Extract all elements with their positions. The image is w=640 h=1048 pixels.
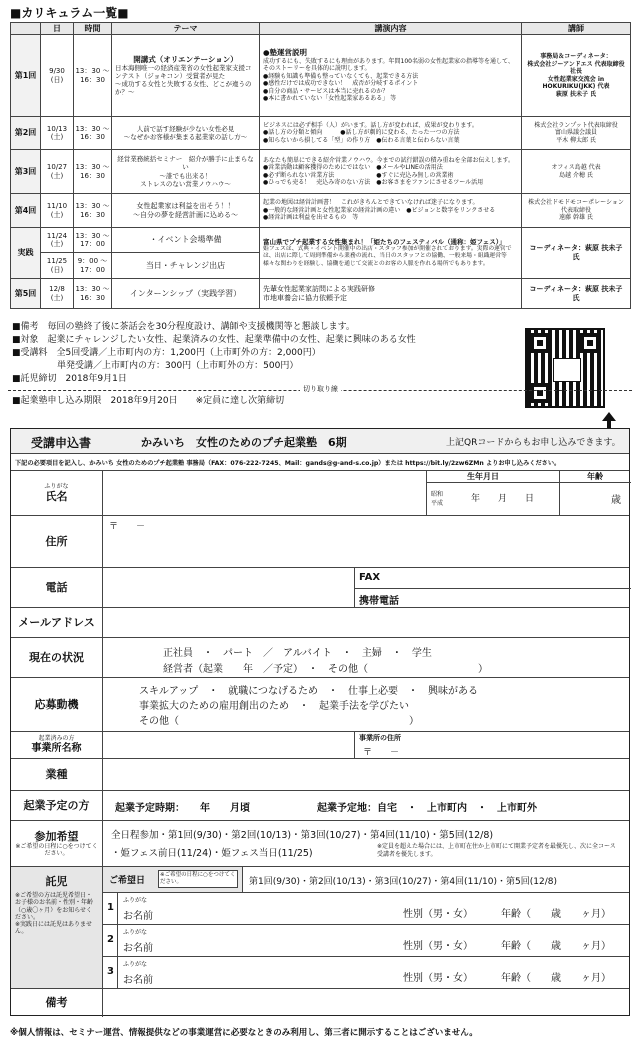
col-theme: テーマ (112, 23, 260, 35)
info-childcare-deadline: ■託児締切 2018年9月1日 (12, 374, 127, 384)
info-apply-deadline: ■起業塾申し込み期限 2018年9月20日 ※定員に達し次第締切 (12, 396, 285, 406)
label-remarks: 備考 (11, 989, 103, 1017)
motive-options-3[interactable]: その他（ ） (139, 716, 419, 727)
remarks-field[interactable] (103, 989, 629, 1017)
instruction-text: 下記の必要項目を記入し、かみいち 女性のためのプチ起業塾 事務局（FAX：076-222-7245、Mail：gands@g-and-s.co.jp）または https://bit.ly/2zw6ZMn よりお申し込みください。 (15, 460, 561, 467)
table-row: 第1回 9/30 (日) 13：30 ～ 16：30 開講式（オリエンテーション） 日本海側唯一の経済産業省の女性起業家支援コンテスト（ジョキコン）受賞者が見た ～成功する女性と失敗する女性、どこが違うのか？～ ●塾運営説明 成功するにも、失敗するにも理由があります。年間100名弱の女性起業家の指導等を通して、そのストーリーを具体的に説明します。 ●経験も知識も準備も整っていなくても、起業できる方法 ●感性だけでは成功できない！ 成否が分岐するポイント ●自分の商品・サービスは本当に売れるのか？ ●本に書かれていない「女性起業家あるある」 等 事務局＆コーディネータ： 株式会社ジーアンドエス 代表取締役社長 女性起業家交流会 in HOKURIKU(JKK) 代表 萩原 扶未子 氏 (11, 35, 631, 117)
application-form: 受講申込書 かみいち 女性のためのプチ起業塾 6期 上記QRコードからもお申し込みできます。 下記の必要項目を記入し、かみいち 女性のためのプチ起業塾 事務局（FAX：076-222-7245、Mail：gands@g-and-s.co.jp）または https://bit.ly/2zw6ZMn よりお申し込みください。 ふりがな 氏名 生年月日 年齢 昭和 平成 年 月 日 歳 住所 〒 － 電話 FAX 携帯電話 メールアドレス 現在の状況 正社員 ・ パート ／ アルバイト ・ 主婦 ・ 学生 経営者（起業 年 ／予定） ・ その他（ ） 応募動機 スキルアップ ・ 就職につなげるため ・ 仕事上必要 ・ 興味がある 事業拡大のための雇用創出のため ・ 起業手法を学びたい その他（ ） 起業済みの方 事業所名称 事業所の住所 〒 － 業種 起業予定の方 起業予定時期： 年 月頃 起業予定地：自宅 ・ 上市町内 ・ 上市町外 参加希望 ※ご希望の日程に○をつけてください。 全日程参加・第1回(9/30)・第2回(10/13)・第3回(10/27)・第4回(11/10)・第5回(12/8) ・姫フェス前日(11/24)・姫フェス当日(11/25) ※定員を超えた場合には、上市町在住か上市町にて開業予定者を最優先し、次に全コース受講者を優先します。 託児 ※ご希望の方は託児希望日・お子様のお名前・性別・年齢（○歳〇ヶ月）をお知らせください。 ※実践日には託児はありません。 ご希望日 ※ご希望の日程に○をつけてください。 第1回(9/30)・第2回(10/13)・第3回(10/27)・第4回(11/10)・第5回(12/8) 1 ふりがな お名前 性別（男・女） 年齢（ 歳 ヶ月） 2 ふりがな お名前 性別（男・女） 年齢（ 歳 ヶ月） 3 ふりがな お名前 性別（男・女） 年齢（ 歳 ヶ月） 備考 (10, 428, 630, 1016)
col-date: 日 (41, 23, 74, 35)
birthdate-field[interactable]: 年 月 日 (471, 494, 535, 504)
course-name: かみいち 女性のためのプチ起業塾 6期 (141, 436, 347, 449)
office-name-field[interactable] (103, 732, 355, 759)
label-motive: 応募動機 (11, 678, 103, 731)
label-address: 住所 (11, 516, 103, 567)
childcare-child-2[interactable]: 2 ふりがな お名前 性別（男・女） 年齢（ 歳 ヶ月） (103, 925, 629, 957)
table-row: 第2回 10/13 (土) 13：30 ～ 16：30 人前で話す経験が少ない女性必見 ～なぜかお客様が集まる起業家の話し方～ ビジネスには必ず相手（人）がいます。話し方が変われば、成果が変わります。 ●話し方の分類と傾向 ●話し方が劇的に変わる、たった一つの方法 ●知らないから損してる「型」の作り方 ●伝わる言葉と伝わらない言葉 株式会社ランプット代表取締役 富山県議会議員 平木 柳太郎 氏 (11, 117, 631, 150)
col-lecture: 講演内容 (260, 23, 522, 35)
attend-options[interactable]: 全日程参加・第1回(9/30)・第2回(10/13)・第3回(10/27)・第4回(11/10)・第5回(12/8) (111, 830, 494, 841)
table-row: 11/25 (日) 9：00 ～ 17：00 当日・チャレンジ出店 (11, 253, 631, 279)
childcare-child-3[interactable]: 3 ふりがな お名前 性別（男・女） 年齢（ 歳 ヶ月） (103, 957, 629, 989)
plan-place[interactable]: 起業予定地：自宅 ・ 上市町内 ・ 上市町外 (317, 803, 537, 814)
table-row: 第3回 10/27 (土) 13：30 ～ 16：30 経営業務統括セミナー 紹介が勝手に止まらない ～誰でも出来る！ ストレスのない営業ノウハウ～ あなたも簡単にできる紹介営業ノウハウ。今までの試行錯誤の積み重ねを全部お伝えします。 ●営業活動は顧客獲得のためにではない ●メールやLINEの活用法 ●必ず断られない営業方法 ●すぐに売込み無しの営業術 ●ひっでも売る！ 売込み寄のない方法 ●お客さまをファンにさせるツール活用 オフィス島越 代表 島越 介穂 氏 (11, 150, 631, 194)
form-heading: 受講申込書 (31, 436, 92, 450)
attend-options-2[interactable]: ・姫フェス前日(11/24)・姫フェス当日(11/25) (111, 848, 313, 859)
info-fee: ■受講料 全5回受講／上市町内の方：1,200円（上市町外の方：2,000円） (12, 348, 321, 358)
col-speaker: 講師 (522, 23, 631, 35)
table-row: 実践 11/24 (土) 13：30 ～ 17：00 ・イベント会場準備 富山県でプチ起業する女性集まれ！「姫たちのフェスティバル（通称：姫フェス）」 姫フェスは、式典・イベント開催中の出店・スタッフ参加が開催されております。実際の運営では、出店に際して周到準備から業務の流れ、当日のスタッフとの協働、一般来場・組織運営等様々な関わりを経験し、協働を通じて交流とのお客の人脈を作れる場所でもあります。 コーディネータ：萩原 扶未子 氏 (11, 228, 631, 253)
motive-options[interactable]: スキルアップ ・ 就職につなげるため ・ 仕事上必要 ・ 興味がある (139, 686, 478, 697)
industry-field[interactable] (103, 759, 629, 791)
address-field[interactable]: 〒 － (109, 522, 146, 532)
col-time: 時間 (74, 23, 112, 35)
privacy-footer: ※個人情報は、セミナー運営、情報提供などの事業運営に必要なときのみ利用し、第三者に開示することはございません。 (10, 1028, 478, 1038)
table-row: 第4回 11/10 (土) 13：30 ～ 16：30 女性起業家は利益を出そう！！ ～自分の夢を経営計画に込める～ 起業の地図は経営計画書！ これがきちんとできていなければ迷子になります。 ●一般的な経営計画と女性起業家の経営計画の違い ●ビジョンと数字をリンクさせる ●経営計画は利益を出せるもの 等 株式会社ドモドモコーポレーション 代表取締役 遠藤 幹雄 氏 (11, 194, 631, 228)
label-name: 氏名 (45, 490, 68, 503)
label-office: 事業所名称 (31, 742, 82, 754)
info-remarks: ■備考 毎回の塾終了後に茶話会を30分程度設け、講師や支援機関等と懇談します。 (12, 322, 355, 332)
age-field[interactable]: 歳 (611, 495, 621, 506)
label-status: 現在の状況 (11, 638, 103, 677)
email-field[interactable] (103, 608, 629, 638)
info-target: ■対象 起業にチャレンジしたい女性、起業済みの女性、起業準備中の女性、起業に興味のある女性 (12, 335, 416, 345)
qr-note: 上記QRコードからもお申し込みできます。 (446, 438, 621, 448)
status-options[interactable]: 正社員 ・ パート ／ アルバイト ・ 主婦 ・ 学生 (163, 648, 432, 659)
qr-code-icon[interactable] (525, 328, 605, 408)
plan-time[interactable]: 起業予定時期： 年 月頃 (115, 803, 250, 814)
status-options-2[interactable]: 経営者（起業 年 ／予定） ・ その他（ ） (163, 664, 488, 675)
section-title: ■カリキュラム一覧■ (10, 6, 129, 20)
label-plan: 起業予定の方 (11, 791, 103, 820)
label-phone: 電話 (11, 568, 103, 607)
childcare-child-1[interactable]: 1 ふりがな お名前 性別（男・女） 年齢（ 歳 ヶ月） (103, 893, 629, 925)
name-field[interactable] (103, 471, 427, 516)
office-address-field[interactable]: 〒 － (363, 748, 400, 758)
label-attend: 参加希望 (34, 829, 79, 843)
info-fee-single: 単発受講／上市町内の方：300円（上市町外の方：500円） (12, 361, 299, 371)
phone-field[interactable] (103, 568, 355, 608)
label-childcare: 託児 (45, 875, 68, 888)
label-industry: 業種 (11, 759, 103, 790)
motive-options-2[interactable]: 事業拡大のための雇用創出のため ・ 起業手法を学びたい (139, 701, 409, 712)
cut-line-label: 切り取り線 (300, 384, 341, 394)
childcare-dates[interactable]: 第1回(9/30)・第2回(10/13)・第3回(10/27)・第4回(11/10)・第5回(12/8) (249, 877, 557, 887)
table-row: 第5回 12/8 (土) 13：30 ～ 16：30 インターンシップ（実践学習） 先輩女性起業家訪問による実践研修 市地車養会に協力依頼予定 コーディネータ：萩原 扶未子 氏 (11, 279, 631, 309)
curriculum-table (10, 22, 631, 309)
label-email: メールアドレス (11, 608, 103, 637)
